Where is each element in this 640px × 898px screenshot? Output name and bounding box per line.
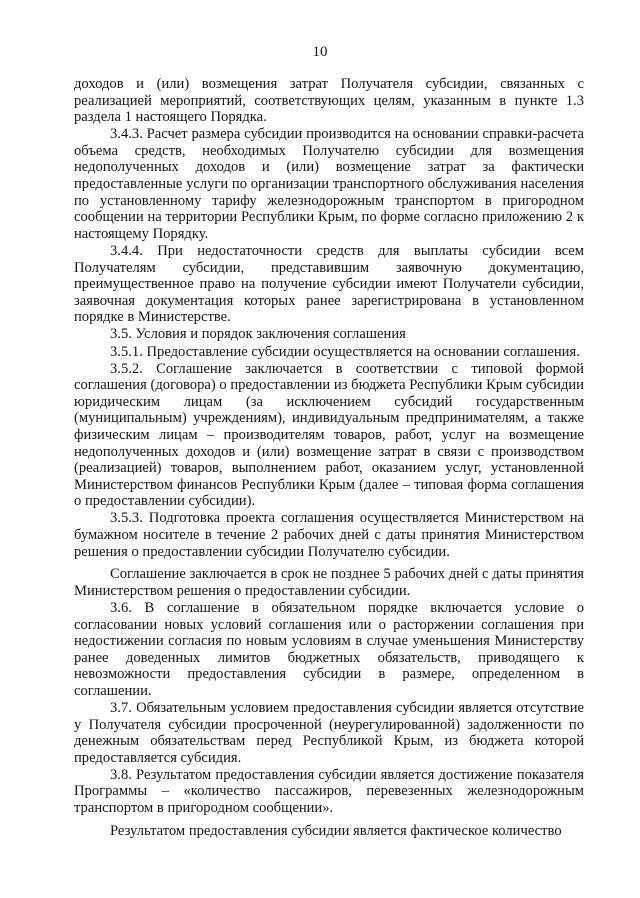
paragraph-result: Результатом предоставления субсидии является фактическое количество (110, 822, 562, 839)
paragraph-3-5-3: 3.5.3. Подготовка проекта соглашения осуществляется Министерством на бумажном носителе в течение 2 рабочих дней с даты принятия Министерством решения о предоставлении субсидии Получателю субсидии. (74, 510, 584, 560)
paragraph-3-8: 3.8. Результатом предоставления субсидии является достижение показателя Программы – «количество пассажиров, перевезенных железнодорожным транспортом в пригородном сообщении». (74, 766, 584, 817)
paragraph-3-4-4: 3.4.4. При недостаточности средств для выплаты субсидии всем Получателям субсидии, представившим заявочную документацию, преимущественное право на получение субсидии имеют Получатели субсидии, заявочная документация которых ранее зарегистрирована в установленном порядке в Министерстве. (74, 242, 584, 326)
paragraph-3-7: 3.7. Обязательным условием предоставления субсидии является отсутствие у Получателя субсидии просроченной (неурегулированной) задолженности по денежным обязательствам перед Республикой Крым, из бюджета которой предоставляется субсидия. (74, 699, 584, 766)
paragraph-3-4-3: 3.4.3. Расчет размера субсидии производится на основании справки-расчета объема средств, необходимых Получателю субсидии для возмещения недополученных доходов и (или) возмещение затрат за фактически предоставленные услуги по организации транспортного обслуживания населения по установленному тарифу железнодорожным транспортом в пригородном сообщении на территории Республики Крым, по форме согласно приложению 2 к настоящему Порядку. (74, 126, 584, 242)
paragraph-3-5-1: 3.5.1. Предоставление субсидии осуществляется на основании соглашения. (110, 343, 580, 360)
paragraph-agreement-term: Соглашение заключается в срок не позднее 5 рабочих дней с даты принятия Министерством решения о предоставлении субсидии. (74, 566, 584, 599)
paragraph-3-6: 3.6. В соглашение в обязательном порядке включается условие о согласовании новых условий соглашения или о расторжении соглашения при недостижении согласия по новым условиям в случае уменьшения Министерству ранее доведенных лимитов бюджетных обязательств, приводящего к невозможности предоставления субсидии в размере, определенном в соглашении. (74, 599, 584, 699)
paragraph-3-5-2: 3.5.2. Соглашение заключается в соответствии с типовой формой соглашения (договора) о предоставлении из бюджета Республики Крым субсидии юридическим лицам (за исключением субсидий государственным (муниципальным) учреждениям), индивидуальным предпринимателям, а также физическим лицам – производителям товаров, работ, услуг на возмещение недополученных доходов и (или) возмещение затрат в связи с производством (реализацией) товаров, выполнением работ, оказанием услуг, установленной Министерством финансов Республики Крым (далее – типовая форма соглашения о предоставлении субсидии). (74, 360, 584, 510)
paragraph-continuation: доходов и (или) возмещения затрат Получателя субсидии, связанных с реализацией мероприятий, соответствующих целям, указанным в пункте 1.3 раздела 1 настоящего Порядка. (74, 76, 584, 126)
document-body (74, 76, 584, 840)
section-heading-3-5: 3.5. Условия и порядок заключения соглашения (110, 326, 406, 343)
page-number: 10 (312, 44, 328, 60)
